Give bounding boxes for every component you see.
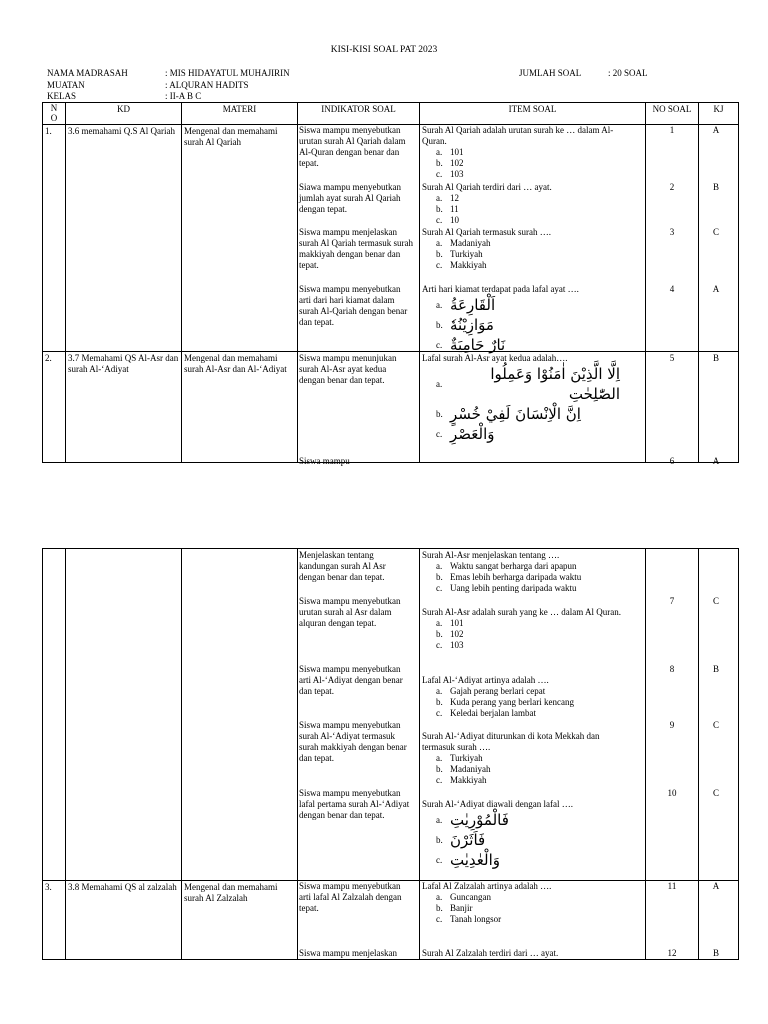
answer-key: B xyxy=(712,353,719,363)
option xyxy=(422,775,632,786)
option-text: Guncangan xyxy=(450,892,491,902)
question-text: Surah Al-‘Adiyat diturunkan di kota Mekkah dan termasuk surah …. xyxy=(422,731,600,752)
option-letter: c. xyxy=(436,854,443,865)
option xyxy=(422,753,632,764)
option-letter: b. xyxy=(436,249,443,259)
option-letter: b. xyxy=(436,697,443,707)
option-letter: a. xyxy=(436,299,443,310)
question-item xyxy=(422,948,632,959)
arabic-option: اِنَّ الْاِنْسَانَ لَفِيْ خُسْرٍ xyxy=(450,405,581,423)
arabic-option: وَالْعٰدِيٰتِ xyxy=(450,851,500,869)
option-text: 103 xyxy=(450,169,464,179)
option xyxy=(422,640,632,651)
option-text: 101 xyxy=(450,618,464,628)
question-number: 7 xyxy=(669,596,675,606)
madrasah-value: : MIS HIDAYATUL MUHAJIRIN xyxy=(165,68,290,78)
option-letter: a. xyxy=(436,892,443,902)
option-text: Madaniyah xyxy=(450,238,491,248)
question-number: 12 xyxy=(667,948,677,958)
option-letter: a. xyxy=(436,147,443,157)
kelas-label: KELAS xyxy=(47,91,76,101)
question-number: 9 xyxy=(669,720,675,730)
question-text: Lafal surah Al-Asr ayat kedua adalah…. xyxy=(422,353,568,363)
muatan-value: : ALQURAN HADITS xyxy=(165,80,249,90)
question-number: 2 xyxy=(669,182,675,192)
option-letter: c. xyxy=(436,708,443,718)
question-text: Arti hari kiamat terdapat pada lafal ayat …. xyxy=(422,284,579,294)
row-kd: 3.7 Memahami QS Al-Asr dan surah Al-‘Adiyat xyxy=(66,352,182,463)
answer-key: A xyxy=(712,456,720,466)
option xyxy=(422,561,632,572)
option-letter: c. xyxy=(436,775,443,785)
indikator-text: Menjelaskan tentang kandungan surah Al Asr dengan benar dan tepat. xyxy=(299,550,386,582)
question-item xyxy=(422,550,632,594)
option-text: Kuda perang yang berlari kencang xyxy=(450,697,574,707)
option-letter: b. xyxy=(436,408,443,419)
option-text: 101 xyxy=(450,147,464,157)
option xyxy=(422,914,632,925)
row-materi: Mengenal dan memahami surah Al Qariah xyxy=(182,125,298,352)
indikator-text: Siswa mampu xyxy=(299,456,350,466)
question-item xyxy=(422,881,632,925)
col-no-soal-header: NO SOAL xyxy=(646,103,699,125)
option xyxy=(422,618,632,629)
option-letter: c. xyxy=(436,640,443,650)
question-number: 8 xyxy=(669,664,675,674)
option-text: Uang lebih penting daripada waktu xyxy=(450,583,577,593)
row-kd: 3.8 Memahami QS al zalzalah xyxy=(66,881,182,960)
option xyxy=(422,830,632,850)
question-text: Surah Al Zalzalah terdiri dari … ayat. xyxy=(422,948,559,958)
indikator-text: Siswa mampu menunjukan surah Al-Asr ayat kedua dengan benar dan tepat. xyxy=(299,353,397,385)
row-materi: Mengenal dan memahami surah Al-Asr dan Al-‘Adiyat xyxy=(182,352,298,463)
question-text: Surah Al Qariah termasuk surah …. xyxy=(422,227,551,237)
option-letter: b. xyxy=(436,158,443,168)
question-text: Surah Al-Asr adalah surah yang ke … dalam Al Quran. xyxy=(422,607,621,617)
answer-key: A xyxy=(712,125,720,135)
option-text: Makkiyah xyxy=(450,775,487,785)
option xyxy=(422,583,632,594)
answer-key: C xyxy=(712,720,719,730)
option-letter: a. xyxy=(436,753,443,763)
indikator-text: Siswa mampu menyebutkan lafal pertama surah Al-‘Adiyat dengan benar dan tepat. xyxy=(299,788,410,820)
option xyxy=(422,686,632,697)
arabic-option: فَالْمُوْرِيٰتِ xyxy=(450,811,509,829)
option-letter: b. xyxy=(436,834,443,845)
answer-key: C xyxy=(712,596,719,606)
option-letter: c. xyxy=(436,583,443,593)
question-number: 5 xyxy=(669,353,675,363)
option xyxy=(422,572,632,583)
col-item-header: ITEM SOAL xyxy=(420,103,646,125)
question-number: 6 xyxy=(669,456,675,466)
col-materi-header: MATERI xyxy=(182,103,298,125)
jumlah-soal-label: JUMLAH SOAL xyxy=(519,68,582,78)
question-number: 3 xyxy=(669,227,675,237)
indikator-text: Siswa mampu menyebutkan surah Al-‘Adiyat termasuk surah makkiyah dengan benar dan tepat. xyxy=(299,720,407,763)
question-number: 10 xyxy=(667,788,677,798)
indikator-text: Siawa mampu menyebutkan jumlah ayat surah Al Qariah dengan tepat. xyxy=(299,182,401,214)
kelas-value: : II-A B C xyxy=(165,91,202,101)
option-letter: c. xyxy=(436,260,443,270)
document-title: KISI-KISI SOAL PAT 2023 xyxy=(330,45,438,55)
option-text: 11 xyxy=(450,204,459,214)
option-text: Gajah perang berlari cepat xyxy=(450,686,546,696)
option-letter: a. xyxy=(436,378,443,389)
option-letter: a. xyxy=(436,561,443,571)
question-number: 1 xyxy=(669,125,675,135)
option-letter: b. xyxy=(436,629,443,639)
row-kd: 3.6 memahami Q.S Al Qariah xyxy=(66,125,182,352)
option-text: 102 xyxy=(450,629,464,639)
question-item xyxy=(422,607,632,651)
option xyxy=(422,697,632,708)
question-item xyxy=(422,731,632,786)
question-text: Surah Al Qariah adalah urutan surah ke … dalam Al-Quran. xyxy=(422,125,614,146)
question-text: Surah Al Qariah terdiri dari … ayat. xyxy=(422,182,552,192)
option-letter: c. xyxy=(436,914,443,924)
option-text: Turkiyah xyxy=(450,249,483,259)
option-text: 10 xyxy=(450,215,459,225)
col-no-header: N O xyxy=(50,103,58,123)
option-text: Keledai berjalan lambat xyxy=(450,708,536,718)
option-letter: a. xyxy=(436,238,443,248)
question-text: Lafal Al-‘Adiyat artinya adalah …. xyxy=(422,675,549,685)
row-no: 3. xyxy=(43,881,66,960)
question-item xyxy=(422,675,632,719)
option xyxy=(422,629,632,640)
option-text: 102 xyxy=(450,158,464,168)
muatan-label: MUATAN xyxy=(47,80,85,90)
question-number: 11 xyxy=(667,881,677,891)
option-letter: c. xyxy=(436,339,443,350)
option-text: Makkiyah xyxy=(450,260,487,270)
indikator-text: Siswa mampu menyebutkan urutan surah Al Qariah dalam Al-Quran dengan benar dan tepat. xyxy=(299,125,406,168)
page2-items xyxy=(42,0,738,1024)
option xyxy=(422,708,632,719)
option-letter: a. xyxy=(436,618,443,628)
arabic-option: فَاَثَرْنَ xyxy=(450,831,486,849)
option-text: Turkiyah xyxy=(450,753,483,763)
question-text: Surah Al-Asr menjelaskan tentang …. xyxy=(422,550,560,560)
option-text: Emas lebih berharga daripada waktu xyxy=(450,572,582,582)
option-letter: a. xyxy=(436,686,443,696)
option-letter: a. xyxy=(436,193,443,203)
arabic-option: مَوَازِيْنُهٗ xyxy=(450,316,494,334)
answer-key: C xyxy=(712,788,719,798)
col-indikator-header: INDIKATOR SOAL xyxy=(298,103,420,125)
option-text: 12 xyxy=(450,193,459,203)
option-letter: b. xyxy=(436,903,443,913)
question-text: Surah Al-‘Adiyat diawali dengan lafal …. xyxy=(422,799,573,809)
row-no: 1. xyxy=(43,125,66,352)
row-no: 2. xyxy=(43,352,66,463)
arabic-option: اِلَّا الَّذِيْنَ اٰمَنُوْا وَعَمِلُوا الصّٰلِحٰتِ xyxy=(490,365,620,403)
indikator-text: Siswa mampu menyebutkan arti lafal Al Zalzalah dengan tepat. xyxy=(299,881,402,913)
answer-key: B xyxy=(712,182,719,192)
option-text: Madaniyah xyxy=(450,764,491,774)
indikator-text: Siswa mampu menjelaskan xyxy=(299,948,397,958)
madrasah-label: NAMA MADRASAH xyxy=(47,68,128,78)
indikator-text: Siswa mampu menyebutkan arti Al-‘Adiyat dengan benar dan tepat. xyxy=(299,664,403,696)
question-item xyxy=(422,799,632,870)
jumlah-soal-value: : 20 SOAL xyxy=(608,68,648,78)
option xyxy=(422,850,632,870)
option-letter: c. xyxy=(436,215,443,225)
option-letter: a. xyxy=(436,814,443,825)
option-text: Tanah longsor xyxy=(450,914,502,924)
arabic-option: اَلْقَارِعَةُ xyxy=(450,296,496,314)
question-text: Lafal Al Zalzalah artinya adalah …. xyxy=(422,881,552,891)
row-materi: Mengenal dan memahami surah Al Zalzalah xyxy=(182,881,298,960)
indikator-text: Siswa mampu menjelaskan surah Al Qariah termasuk surah makkiyah dengan benar dan tepat. xyxy=(299,227,413,270)
option xyxy=(422,903,632,914)
option xyxy=(422,810,632,830)
option-text: 103 xyxy=(450,640,464,650)
question-number: 4 xyxy=(669,284,675,294)
arabic-option: نَارٌ حَامِيَةٌ xyxy=(450,336,506,354)
arabic-option: وَالْعَصْرِ xyxy=(450,425,495,443)
answer-key: C xyxy=(712,227,719,237)
indikator-text: Siswa mampu menyebutkan urutan surah al Asr dalam alquran dengan tepat. xyxy=(299,596,401,628)
col-kd-header: KD xyxy=(66,103,182,125)
col-kj-header: KJ xyxy=(699,103,739,125)
option xyxy=(422,764,632,775)
option-letter: c. xyxy=(436,428,443,439)
option-letter: c. xyxy=(436,169,443,179)
indikator-text: Siswa mampu menyebutkan arti dari hari kiamat dalam surah Al-Qariah dengan benar dan tepat. xyxy=(299,284,408,327)
answer-key: A xyxy=(712,284,720,294)
option-letter: b. xyxy=(436,764,443,774)
option-letter: b. xyxy=(436,319,443,330)
option xyxy=(422,892,632,903)
option-letter: b. xyxy=(436,204,443,214)
answer-key: B xyxy=(712,948,719,958)
answer-key: A xyxy=(712,881,720,891)
option-letter: b. xyxy=(436,572,443,582)
answer-key: B xyxy=(712,664,719,674)
option-text: Banjir xyxy=(450,903,473,913)
option-text: Waktu sangat berharga dari apapun xyxy=(450,561,577,571)
